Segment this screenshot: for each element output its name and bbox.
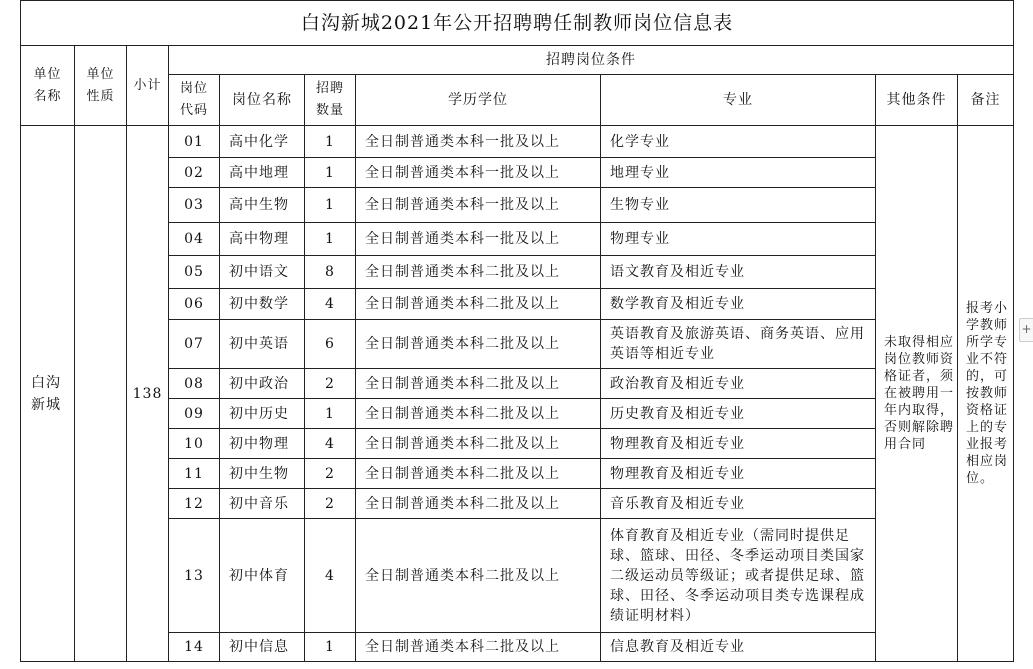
- table-row: [21, 256, 1014, 289]
- count-cell: 4: [305, 289, 356, 320]
- header-other: 其他条件: [876, 75, 958, 126]
- header-major: 专业: [601, 75, 876, 126]
- count-cell: 8: [305, 256, 356, 289]
- major-cell: 英语教育及旅游英语、商务英语、应用英语等相近专业: [601, 320, 876, 369]
- table-row: [21, 188, 1014, 223]
- post-code-cell: 11: [169, 459, 220, 489]
- major-cell: 音乐教育及相近专业: [601, 489, 876, 519]
- post-code-cell: 07: [169, 320, 220, 369]
- table-row: [21, 223, 1014, 256]
- count-cell: 2: [305, 369, 356, 399]
- post-name-cell: 初中政治: [220, 369, 305, 399]
- unit-type-cell: [75, 126, 127, 662]
- major-cell: 历史教育及相近专业: [601, 399, 876, 429]
- table-row: [21, 399, 1014, 429]
- header-remarks: 备注: [958, 75, 1014, 126]
- count-cell: 1: [305, 126, 356, 158]
- count-cell: 1: [305, 223, 356, 256]
- post-code-cell: 08: [169, 369, 220, 399]
- major-cell: 物理教育及相近专业: [601, 429, 876, 459]
- table-row: [21, 158, 1014, 188]
- post-code-cell: 12: [169, 489, 220, 519]
- major-cell: 数学教育及相近专业: [601, 289, 876, 320]
- table-row: [21, 289, 1014, 320]
- count-cell: 2: [305, 489, 356, 519]
- header-subtotal: 小计: [127, 46, 169, 126]
- education-cell: 全日制普通类本科二批及以上: [356, 429, 601, 459]
- major-cell: 地理专业: [601, 158, 876, 188]
- count-cell: 1: [305, 633, 356, 662]
- count-cell: 1: [305, 188, 356, 223]
- remarks-cell: 报考小学教师所学专业不符的，可按教师资格证上的专业报考相应岗位。: [958, 126, 1014, 662]
- title-row: [21, 1, 1014, 46]
- education-cell: 全日制普通类本科二批及以上: [356, 489, 601, 519]
- post-name-cell: 高中生物: [220, 188, 305, 223]
- post-code-cell: 09: [169, 399, 220, 429]
- post-code-cell: 13: [169, 519, 220, 633]
- header-post-code: 岗位代码: [169, 75, 220, 126]
- post-name-cell: 初中数学: [220, 289, 305, 320]
- education-cell: 全日制普通类本科一批及以上: [356, 126, 601, 158]
- table-row: [21, 519, 1014, 633]
- education-cell: 全日制普通类本科二批及以上: [356, 459, 601, 489]
- post-name-cell: 高中化学: [220, 126, 305, 158]
- post-name-cell: 初中语文: [220, 256, 305, 289]
- table-row: [21, 369, 1014, 399]
- post-code-cell: 03: [169, 188, 220, 223]
- header-count: 招聘数量: [305, 75, 356, 126]
- post-name-cell: 初中体育: [220, 519, 305, 633]
- post-name-cell: 初中历史: [220, 399, 305, 429]
- major-cell: 政治教育及相近专业: [601, 369, 876, 399]
- education-cell: 全日制普通类本科二批及以上: [356, 399, 601, 429]
- header-unit-type: 单位性质: [75, 46, 127, 126]
- header-post-name: 岗位名称: [220, 75, 305, 126]
- post-code-cell: 01: [169, 126, 220, 158]
- other-conditions-cell: 未取得相应岗位教师资格证者，须在被聘用一年内取得，否则解除聘用合同: [876, 126, 958, 662]
- count-cell: 4: [305, 519, 356, 633]
- count-cell: 6: [305, 320, 356, 369]
- unit-subtotal-cell: 138: [127, 126, 169, 662]
- major-cell: 信息教育及相近专业: [601, 633, 876, 662]
- post-name-cell: 高中物理: [220, 223, 305, 256]
- education-cell: 全日制普通类本科二批及以上: [356, 320, 601, 369]
- count-cell: 1: [305, 158, 356, 188]
- post-code-cell: 05: [169, 256, 220, 289]
- count-cell: 2: [305, 459, 356, 489]
- header-row-2: [21, 75, 1014, 126]
- post-name-cell: 高中地理: [220, 158, 305, 188]
- header-conditions-group: 招聘岗位条件: [169, 46, 1014, 75]
- post-name-cell: 初中英语: [220, 320, 305, 369]
- education-cell: 全日制普通类本科二批及以上: [356, 519, 601, 633]
- education-cell: 全日制普通类本科二批及以上: [356, 256, 601, 289]
- table-row: [21, 320, 1014, 369]
- education-cell: 全日制普通类本科二批及以上: [356, 633, 601, 662]
- education-cell: 全日制普通类本科二批及以上: [356, 289, 601, 320]
- major-cell: 物理教育及相近专业: [601, 459, 876, 489]
- table-title: 白沟新城2021年公开招聘聘任制教师岗位信息表: [21, 1, 1014, 46]
- expand-handle[interactable]: +: [1019, 318, 1033, 342]
- header-education: 学历学位: [356, 75, 601, 126]
- major-cell: 化学专业: [601, 126, 876, 158]
- table-row: [21, 459, 1014, 489]
- post-code-cell: 14: [169, 633, 220, 662]
- post-code-cell: 04: [169, 223, 220, 256]
- post-code-cell: 10: [169, 429, 220, 459]
- post-code-cell: 02: [169, 158, 220, 188]
- table-row: [21, 429, 1014, 459]
- post-name-cell: 初中物理: [220, 429, 305, 459]
- education-cell: 全日制普通类本科一批及以上: [356, 188, 601, 223]
- education-cell: 全日制普通类本科二批及以上: [356, 369, 601, 399]
- major-cell: 生物专业: [601, 188, 876, 223]
- education-cell: 全日制普通类本科一批及以上: [356, 223, 601, 256]
- recruitment-table: [20, 0, 1014, 662]
- post-name-cell: 初中生物: [220, 459, 305, 489]
- table-row: [21, 489, 1014, 519]
- post-code-cell: 06: [169, 289, 220, 320]
- major-cell: 体育教育及相近专业（需同时提供足球、篮球、田径、冬季运动项目类国家二级运动员等级证；或者提供足球、篮球、田径、冬季运动项目类专选课程成绩证明材料）: [601, 519, 876, 633]
- count-cell: 1: [305, 399, 356, 429]
- header-unit-name: 单位名称: [21, 46, 75, 126]
- post-name-cell: 初中信息: [220, 633, 305, 662]
- post-name-cell: 初中音乐: [220, 489, 305, 519]
- education-cell: 全日制普通类本科一批及以上: [356, 158, 601, 188]
- table-row: [21, 126, 1014, 158]
- header-row-1: [21, 46, 1014, 75]
- table-row: [21, 633, 1014, 662]
- count-cell: 4: [305, 429, 356, 459]
- major-cell: 语文教育及相近专业: [601, 256, 876, 289]
- unit-name-cell: 白沟新城: [21, 126, 75, 662]
- major-cell: 物理专业: [601, 223, 876, 256]
